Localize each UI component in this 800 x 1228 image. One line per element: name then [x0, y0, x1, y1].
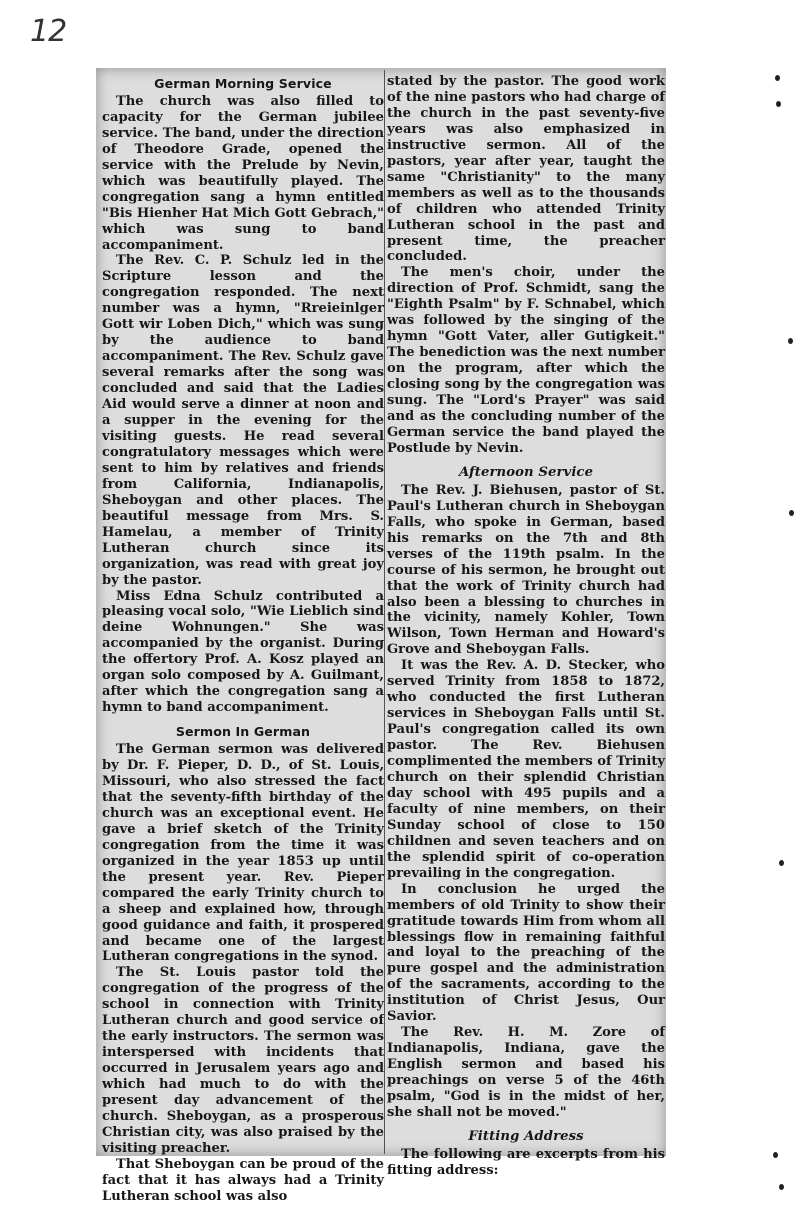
paragraph: The St. Louis pastor told the congregation of the progress of the school in connection with Trinity Lutheran church and good service of the early instructors. The sermon was interspersed with incidents that occurred in Jerusalem years ago and which had much to do with the present day advancement of the church. Sheboygan, as a prosperous Christian city, was also praised by the visiting preacher. — [102, 965, 384, 1156]
paragraph: The church was also filled to capacity for the German jubilee service. The band, under the direction of Theodore Grade, opened the service with the Prelude by Nevin, which was beautifully played. The congregation sang a hymn entitled "Bis Hienher Hat Mich Gott Gebrach," which was sung to band accompaniment. — [102, 93, 384, 253]
newspaper-clipping — [96, 68, 666, 1204]
scan-speck — [779, 860, 784, 866]
paragraph: The Rev. C. P. Schulz led in the Scripture lesson and the congregation responded. The next number was a hymn, "Rreieinlger Gott wir Loben Dich," which was sung by the audience to band accompaniment. The Rev. Schulz gave several remarks after the song was concluded and said that the Ladies Aid would serve a dinner at noon and a supper in the evening for the visiting guests. He read several congratulatory messages which were sent to him by relatives and friends from California, Indianapolis, Sheboygan and other places. The beautiful message from Mrs. S. Hamelau, a member of Trinity Lutheran church since its organization, was read with great joy by the pastor. — [102, 253, 384, 588]
scan-speck — [788, 338, 793, 344]
paragraph: The Rev. H. M. Zore of Indianapolis, Indiana, gave the English sermon and based his preachings on verse 5 of the 46th psalm, "God is in the midst of her, she shall not be moved." — [387, 1025, 665, 1120]
scan-speck — [789, 510, 794, 516]
spacer — [102, 716, 384, 722]
paragraph: In conclusion he urged the members of old Trinity to show their gratitude towards Him from whom all blessings flow in remaining faithful and loyal to the preaching of the pure gospel and the administration of the sacraments, according to the institution of Christ Jesus, Our Savior. — [387, 881, 665, 1025]
heading-fitting-address: Fitting Address — [468, 1128, 584, 1144]
scan-speck — [775, 75, 780, 81]
left-column — [102, 74, 384, 1204]
column-rule — [384, 70, 385, 1154]
paragraph: The men's choir, under the direction of Prof. Schmidt, sang the "Eighth Psalm" by F. Schnabel, which was followed by the singing of the hymn "Gott Vater, aller Gutigkeit." The benediction was the next number on the program, after which the closing song by the congregation was sung. The "Lord's Prayer" was said and as the concluding number of the German service the band played the Postlude by Nevin. — [387, 265, 665, 456]
scan-speck — [776, 101, 781, 107]
paragraph: The Rev. J. Biehusen, pastor of St. Paul's Lutheran church in Sheboygan Falls, who spoke in German, based his remarks on the 7th and 8th verses of the 119th psalm. In the course of his sermon, he brought out that the work of Trinity church had also been a blessing to churches in the vicinity, namely Kohler, Town Wilson, Town Herman and Howard's Grove and Sheboygan Falls. — [387, 482, 665, 658]
scan-speck — [779, 1184, 784, 1190]
paragraph: That Sheboygan can be proud of the fact that it has always had a Trinity Lutheran school was also — [102, 1156, 384, 1204]
heading-german-morning-service: German Morning Service — [154, 76, 332, 91]
paragraph: The German sermon was delivered by Dr. F. Pieper, D. D., of St. Louis, Missouri, who also stressed the fact that the seventy-fifth birthday of the church was an exceptional event. He gave a brief sketch of the Trinity congregation from the time it was organized in the year 1853 up until the present year. Rev. Pieper compared the early Trinity church to a sheep and explained how, through good guidance and faith, it prospered and became one of the largest Lutheran congregations in the synod. — [102, 742, 384, 965]
heading-afternoon-service: Afternoon Service — [458, 464, 594, 480]
page-number: 12 — [30, 14, 67, 49]
paragraph: Miss Edna Schulz contributed a pleasing vocal solo, "Wie Lieblich sind deine Wohnungen." She was accompanied by the organist. During the offertory Prof. A. Kosz played an organ solo composed by A. Guilmant, after which the congregation sang a hymn to band accompaniment. — [102, 588, 384, 716]
scan-speck — [773, 1152, 778, 1158]
spacer — [387, 457, 665, 463]
heading-sermon-in-german: Sermon In German — [175, 724, 311, 740]
paragraph: stated by the pastor. The good work of the nine pastors who had charge of the church in the past seventy-five years was also emphasized in instructive sermon. All of the pastors, year after year, taught the same "Christianity" to the many members as well as to the thousands of children who attended Trinity Lutheran school in the past and present time, the preacher concluded. — [387, 74, 665, 265]
paragraph: It was the Rev. A. D. Stecker, who served Trinity from 1858 to 1872, who conducted the first Lutheran services in Sheboygan Falls until St. Paul's congregation called its own pastor. The Rev. Biehusen complimented the members of Trinity church on their splendid Christian day school with 495 pupils and a faculty of nine members, on their Sunday school of close to 150 childnen and seven teachers and on the splendid spirit of co-operation prevailing in the congregation. — [387, 658, 666, 881]
spacer — [387, 1121, 665, 1127]
right-column — [387, 74, 666, 1178]
paragraph: The following are excerpts from his fitting address: — [387, 1146, 665, 1178]
